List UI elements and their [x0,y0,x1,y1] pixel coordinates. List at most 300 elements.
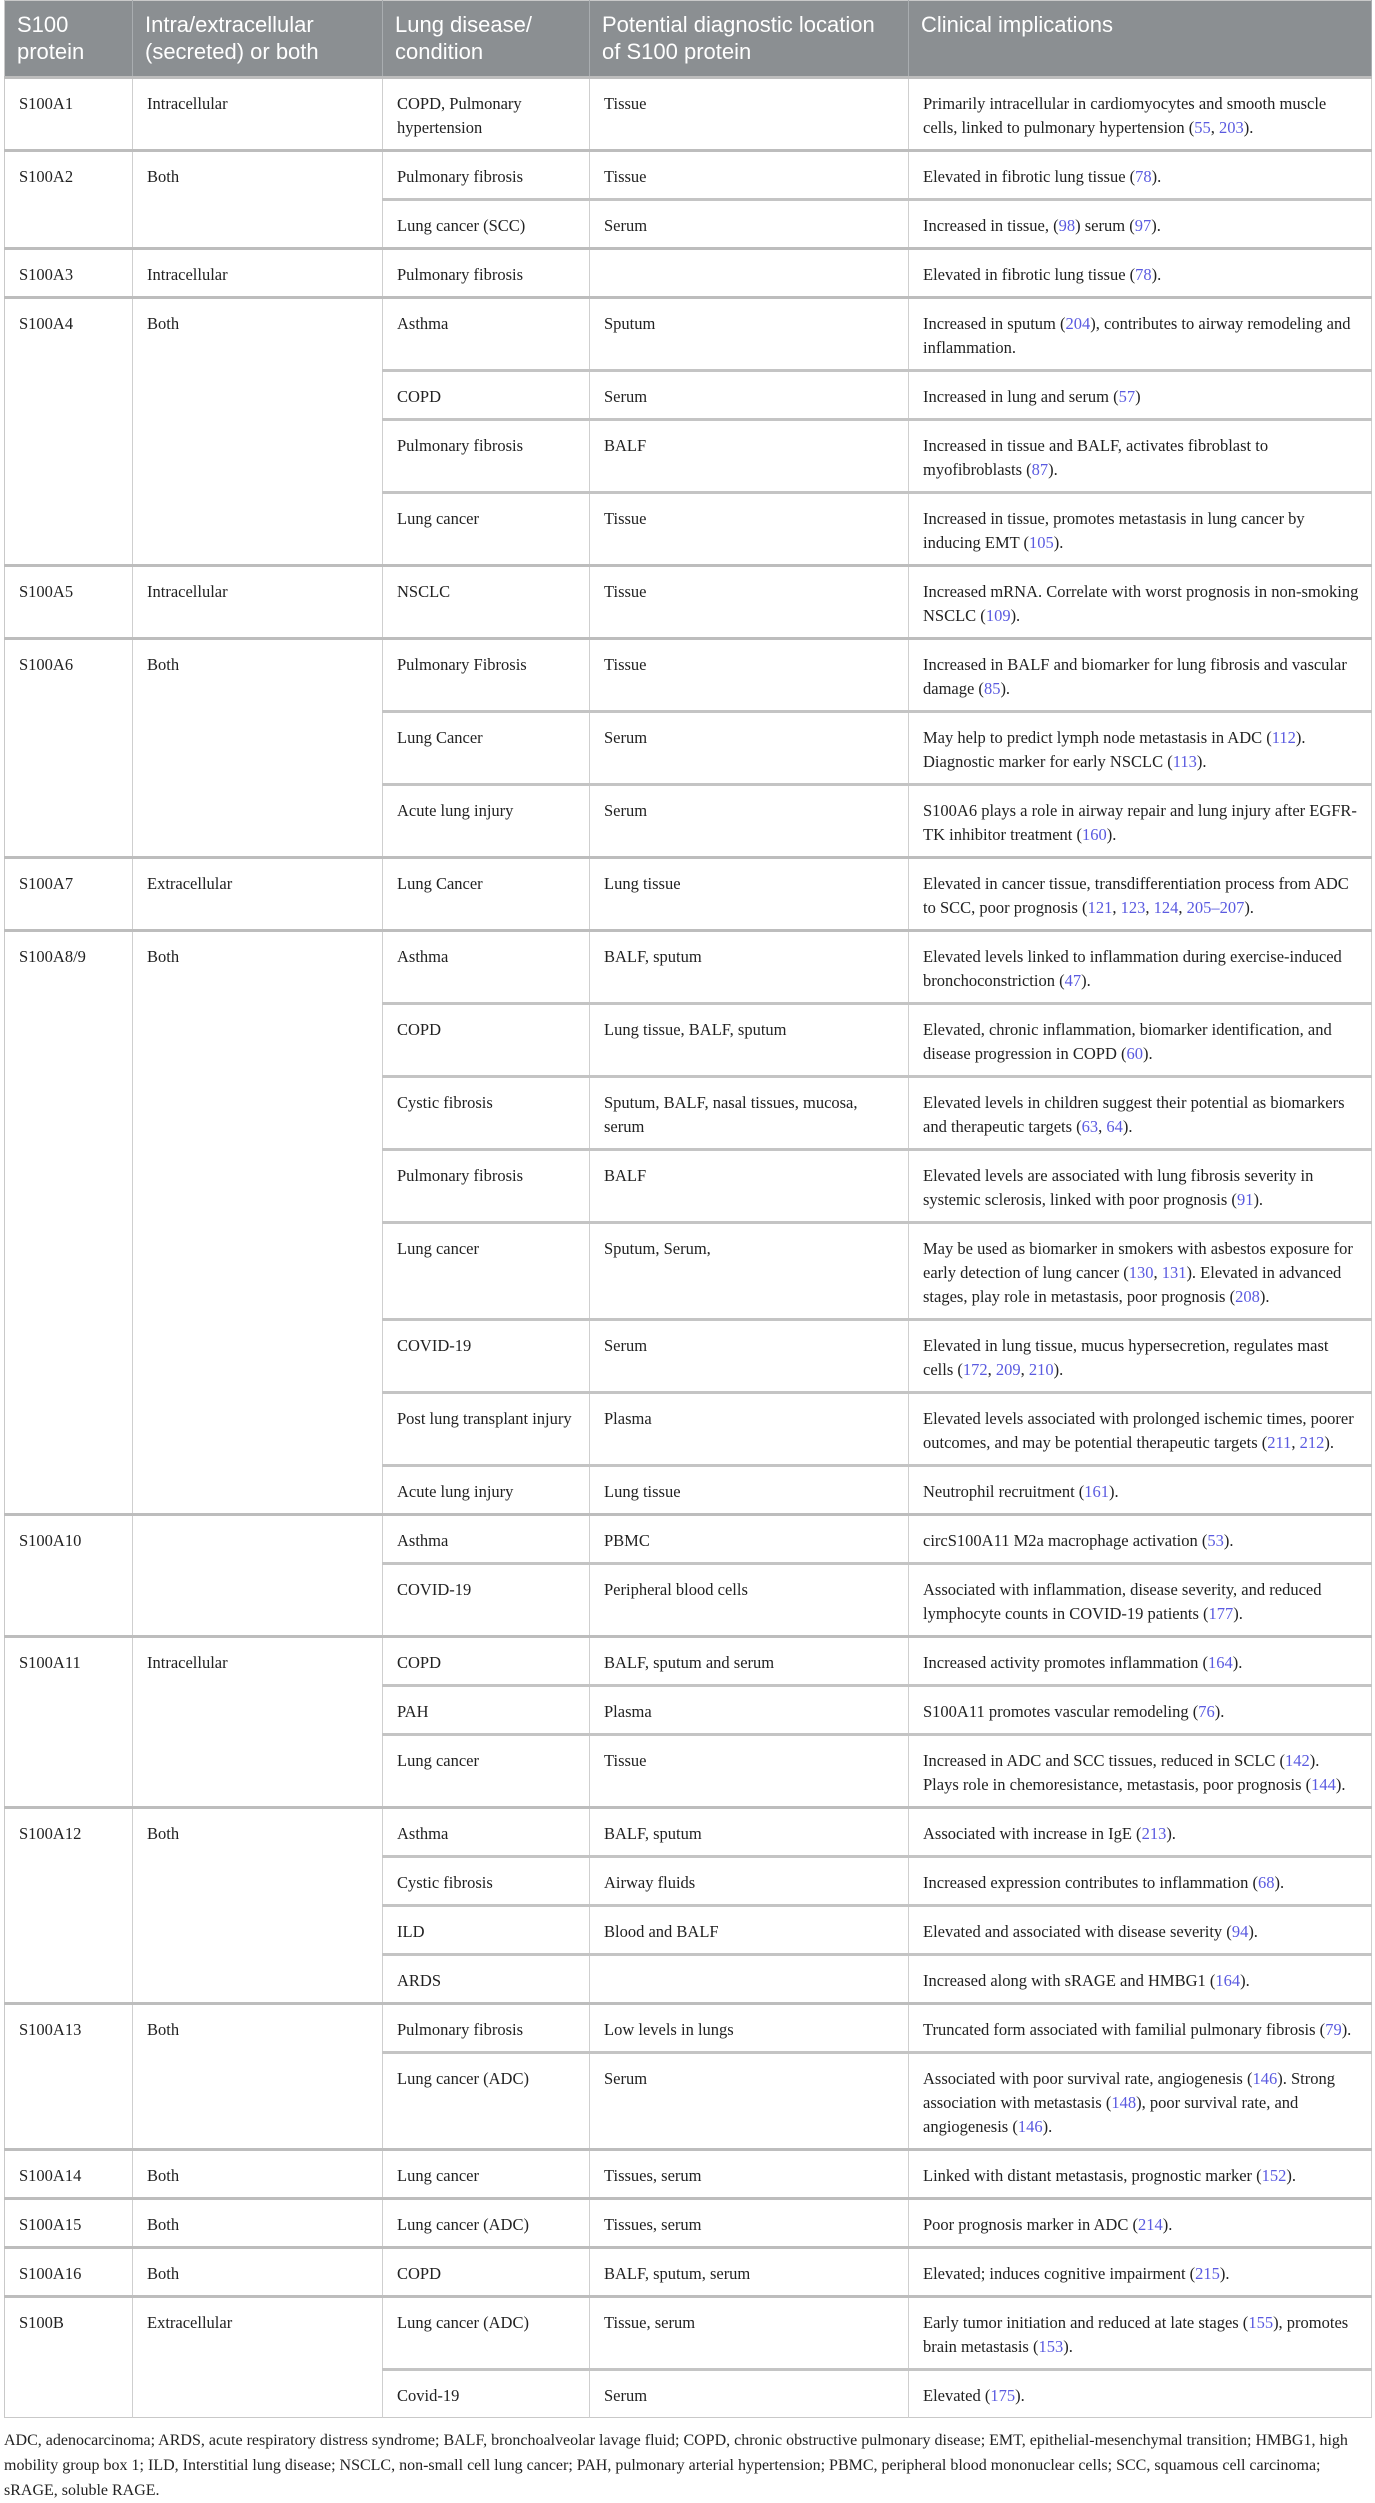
table-row [5,2004,1372,2053]
implication-text: ). [1248,1922,1258,1941]
diagnostic-site-cell: Serum [590,371,909,420]
location-cell: Extracellular [133,2297,383,2418]
clinical-implication-cell [909,639,1372,712]
reference-link[interactable]: 152 [1261,2166,1287,2185]
disease-cell: Lung cancer (ADC) [383,2053,590,2150]
implication-text: ). [1335,1775,1346,1794]
reference-link[interactable]: 64 [1106,1117,1123,1136]
reference-link[interactable]: 146 [1252,2069,1278,2088]
diagnostic-site-cell: Tissue [590,639,909,712]
disease-cell: ARDS [383,1955,590,2004]
clinical-implication-cell [909,200,1372,249]
protein-cell: S100A8/9 [5,931,133,1515]
disease-cell: Cystic fibrosis [383,1857,590,1906]
reference-link[interactable]: 209 [995,1360,1021,1379]
location-cell: Both [133,298,383,566]
implication-text: ) serum ( [1075,216,1135,235]
protein-cell: S100B [5,2297,133,2418]
clinical-implication-cell [909,2297,1372,2370]
implication-text: , [987,1360,996,1379]
clinical-implication-cell [909,1637,1372,1686]
table-row [5,1637,1372,1686]
implication-text: Early tumor initiation and reduced at late stages ( [923,2313,1249,2332]
diagnostic-site-cell: Peripheral blood cells [590,1564,909,1637]
disease-cell: COVID-19 [383,1320,590,1393]
disease-cell: Lung Cancer [383,712,590,785]
implication-text: Primarily intracellular in cardiomyocytes and smooth muscle cells, linked to pulmonary hypertension ( [923,94,1327,137]
reference-link[interactable]: 155 [1248,2313,1274,2332]
header-diagnostic-site: Potential diagnostic location of S100 protein [590,1,909,78]
implication-text: ). Elevated in advanced stages, play role in metastasis, poor prognosis ( [923,1263,1342,1306]
implication-text: ). [1000,679,1011,698]
implication-text: Poor prognosis marker in ADC ( [923,2215,1138,2234]
clinical-implication-cell [909,249,1372,298]
implication-text: Linked with distant metastasis, prognostic marker ( [923,2166,1262,2185]
implication-text: ). [1151,265,1162,284]
clinical-implication-cell [909,78,1372,151]
implication-text: Increased in lung and serum ( [923,387,1119,406]
implication-text: ). [1341,2020,1352,2039]
implication-text: ). [1053,533,1064,552]
reference-link[interactable]: 112 [1271,728,1296,747]
table-row [5,151,1372,200]
reference-link[interactable]: 215 [1195,2264,1220,2283]
implication-text: Elevated levels linked to inflammation during exercise-induced bronchoconstriction ( [923,947,1342,990]
implication-text: ), promotes brain metastasis ( [923,2313,1349,2356]
implication-text: ). [1109,1482,1119,1501]
diagnostic-site-cell: Low levels in lungs [590,2004,909,2053]
implication-text: ). [1196,752,1207,771]
reference-link[interactable]: 160 [1082,825,1107,844]
implication-text: Truncated form associated with familial pulmonary fibrosis ( [923,2020,1326,2039]
implication-text: ). [1253,1190,1264,1209]
implication-text: May be used as biomarker in smokers with asbestos exposure for early detection of lung cancer ( [923,1239,1353,1282]
disease-cell: Lung cancer [383,2150,590,2199]
disease-cell: Pulmonary fibrosis [383,1150,590,1223]
reference-link[interactable]: 211 [1267,1433,1292,1452]
implication-text: ). [1243,118,1254,137]
reference-link[interactable]: 153 [1038,2337,1064,2356]
clinical-implication-cell [909,1223,1372,1320]
diagnostic-site-cell: Blood and BALF [590,1906,909,1955]
location-cell: Extracellular [133,858,383,931]
implication-text: Increased mRNA. Correlate with worst prognosis in non-smoking NSCLC ( [923,582,1359,625]
diagnostic-site-cell: Tissues, serum [590,2199,909,2248]
diagnostic-site-cell: BALF, sputum [590,931,909,1004]
reference-link[interactable]: 177 [1208,1604,1234,1623]
reference-link[interactable]: 109 [985,606,1011,625]
reference-link[interactable]: 57 [1118,387,1136,406]
clinical-implication-cell [909,420,1372,493]
implication-text: Increased activity promotes inflammation ( [923,1653,1208,1672]
location-cell: Both [133,151,383,249]
clinical-implication-cell [909,2248,1372,2297]
implication-text: Elevated and associated with disease severity ( [923,1922,1232,1941]
location-cell [133,1515,383,1637]
header-location: Intra/extracellular (secreted) or both [133,1,383,78]
implication-text: ). [1223,1531,1234,1550]
reference-link[interactable]: 60 [1126,1044,1143,1063]
disease-cell: Lung cancer [383,493,590,566]
implication-text: ). [1240,1971,1250,1990]
diagnostic-site-cell: Sputum [590,298,909,371]
implication-text: ). [1162,2215,1173,2234]
diagnostic-site-cell [590,1955,909,2004]
diagnostic-site-cell: BALF, sputum [590,1808,909,1857]
reference-link[interactable]: 164 [1208,1653,1233,1672]
implication-text: Increased in BALF and biomarker for lung fibrosis and vascular damage ( [923,655,1347,698]
header-clinical-implications: Clinical implications [909,1,1372,78]
reference-link[interactable]: 68 [1257,1873,1275,1892]
clinical-implication-cell [909,2370,1372,2418]
reference-link[interactable]: 123 [1120,898,1146,917]
implication-text: , [1020,1360,1029,1379]
implication-text: Increased expression contributes to inflammation ( [923,1873,1258,1892]
implication-text: Elevated levels are associated with lung fibrosis severity in systemic sclerosis, linked with poor prognosis ( [923,1166,1314,1209]
implication-text: ). [1048,460,1058,479]
implication-text: Associated with inflammation, disease severity, and reduced lymphocyte counts in COVID-19 patients ( [923,1580,1322,1623]
implication-text: ). [1286,2166,1297,2185]
reference-link[interactable]: 94 [1231,1922,1249,1941]
implication-text: , [1291,1433,1300,1452]
clinical-implication-cell [909,2004,1372,2053]
implication-text: ). [1081,971,1091,990]
reference-link[interactable]: 131 [1161,1263,1187,1282]
implication-text: ). [1259,1287,1270,1306]
implication-text: Elevated, chronic inflammation, biomarker identification, and disease progression in COPD ( [923,1020,1332,1063]
diagnostic-site-cell: Lung tissue [590,858,909,931]
clinical-implication-cell [909,1564,1372,1637]
clinical-implication-cell [909,1857,1372,1906]
diagnostic-site-cell: Tissues, serum [590,2150,909,2199]
clinical-implication-cell [909,1393,1372,1466]
disease-cell: Asthma [383,298,590,371]
implication-text: ). [1151,216,1161,235]
clinical-implication-cell [909,151,1372,200]
diagnostic-site-cell: Tissue [590,493,909,566]
implication-text: ). [1274,1873,1285,1892]
protein-cell: S100A15 [5,2199,133,2248]
disease-cell: Acute lung injury [383,785,590,858]
reference-link[interactable]: 124 [1153,898,1179,917]
clinical-implication-cell [909,1906,1372,1955]
disease-cell: NSCLC [383,566,590,639]
implication-text: ). [1063,2337,1073,2356]
protein-cell: S100A5 [5,566,133,639]
disease-cell: Lung cancer [383,1223,590,1320]
implication-text: ). [1324,1433,1335,1452]
diagnostic-site-cell: Tissue [590,151,909,200]
implication-text: May help to predict lymph node metastasis in ADC ( [923,728,1272,747]
reference-link[interactable]: 113 [1172,752,1197,771]
implication-text: Increased in tissue, ( [923,216,1059,235]
disease-cell: COPD [383,2248,590,2297]
table-row [5,2297,1372,2370]
clinical-implication-cell [909,858,1372,931]
implication-text: Elevated levels associated with prolonged ischemic times, poorer outcomes, and may be potential therapeutic targets ( [923,1409,1354,1452]
reference-link[interactable]: 204 [1065,314,1091,333]
implication-text: ). [1244,898,1254,917]
protein-cell: S100A4 [5,298,133,566]
disease-cell: Lung cancer (ADC) [383,2199,590,2248]
location-cell: Intracellular [133,1637,383,1808]
implication-text: ). [1015,2386,1025,2405]
protein-cell: S100A16 [5,2248,133,2297]
implication-text: Increased in ADC and SCC tissues, reduced in SCLC ( [923,1751,1286,1770]
reference-link[interactable]: 164 [1215,1971,1241,1990]
reference-link[interactable]: 142 [1285,1751,1310,1770]
implication-text: ). [1122,1117,1133,1136]
disease-cell: COPD [383,371,590,420]
reference-link[interactable]: 130 [1128,1263,1154,1282]
s100-lung-disease-table [4,0,1372,2418]
diagnostic-site-cell: Serum [590,2370,909,2418]
implication-text: circS100A11 M2a macrophage activation ( [923,1531,1208,1550]
implication-text: ). Plays role in chemoresistance, metastasis, poor prognosis ( [923,1751,1320,1794]
reference-link[interactable]: 146 [1017,2117,1043,2136]
protein-cell: S100A12 [5,1808,133,2004]
table-row [5,2150,1372,2199]
reference-link[interactable]: 79 [1325,2020,1342,2039]
implication-text: ). [1142,1044,1153,1063]
implication-text: Associated with increase in IgE ( [923,1824,1142,1843]
reference-link[interactable]: 91 [1236,1190,1254,1209]
disease-cell: COPD [383,1004,590,1077]
disease-cell: COVID-19 [383,1564,590,1637]
implication-text: , [1145,898,1154,917]
clinical-implication-cell [909,371,1372,420]
diagnostic-site-cell: BALF [590,420,909,493]
diagnostic-site-cell: Tissue, serum [590,2297,909,2370]
header-disease: Lung disease/ condition [383,1,590,78]
clinical-implication-cell [909,1735,1372,1808]
implication-text: ). [1214,1702,1225,1721]
location-cell: Both [133,2004,383,2150]
implication-text: Increased in tissue, promotes metastasis in lung cancer by inducing EMT ( [923,509,1305,552]
table-row [5,2199,1372,2248]
implication-text: Elevated levels in children suggest their potential as biomarkers and therapeutic targets ( [923,1093,1345,1136]
diagnostic-site-cell: Tissue [590,1735,909,1808]
reference-link[interactable]: 87 [1031,460,1049,479]
implication-text: Associated with poor survival rate, angiogenesis ( [923,2069,1253,2088]
table-row [5,639,1372,712]
implication-text: , [1112,898,1121,917]
reference-link[interactable]: 78 [1135,167,1152,186]
header-protein: S100 protein [5,1,133,78]
clinical-implication-cell [909,931,1372,1004]
location-cell: Both [133,639,383,858]
disease-cell: ILD [383,1906,590,1955]
implication-text: ). [1219,2264,1230,2283]
diagnostic-site-cell: Serum [590,1320,909,1393]
location-cell: Both [133,2248,383,2297]
reference-link[interactable]: 76 [1198,1702,1215,1721]
implication-text: ). Strong association with metastasis ( [923,2069,1335,2112]
disease-cell: COPD [383,1637,590,1686]
diagnostic-site-cell: Airway fluids [590,1857,909,1906]
diagnostic-site-cell: BALF [590,1150,909,1223]
diagnostic-site-cell: Lung tissue [590,1466,909,1515]
implication-text: , [1178,898,1187,917]
diagnostic-site-cell: Sputum, Serum, [590,1223,909,1320]
disease-cell: Cystic fibrosis [383,1077,590,1150]
table-row [5,1515,1372,1564]
reference-link[interactable]: 105 [1029,533,1054,552]
disease-cell: Lung cancer (SCC) [383,200,590,249]
location-cell: Both [133,2150,383,2199]
location-cell: Intracellular [133,566,383,639]
disease-cell: Lung Cancer [383,858,590,931]
reference-link[interactable]: 98 [1058,216,1076,235]
reference-link[interactable]: 55 [1194,118,1211,137]
reference-link[interactable]: 205–207 [1186,898,1245,917]
protein-cell: S100A14 [5,2150,133,2199]
disease-cell: Lung cancer [383,1735,590,1808]
clinical-implication-cell [909,1077,1372,1150]
diagnostic-site-cell: Serum [590,785,909,858]
table-row [5,858,1372,931]
clinical-implication-cell [909,1515,1372,1564]
clinical-implication-cell [909,1808,1372,1857]
reference-link[interactable]: 97 [1134,216,1152,235]
diagnostic-site-cell: BALF, sputum and serum [590,1637,909,1686]
implication-text: ), poor survival rate, and angiogenesis ( [923,2093,1299,2136]
disease-cell: Asthma [383,1808,590,1857]
disease-cell: Pulmonary fibrosis [383,151,590,200]
implication-text: Neutrophil recruitment ( [923,1482,1085,1501]
diagnostic-site-cell: Plasma [590,1393,909,1466]
location-cell: Intracellular [133,249,383,298]
protein-cell: S100A3 [5,249,133,298]
diagnostic-site-cell: Plasma [590,1686,909,1735]
reference-link[interactable]: 47 [1064,971,1082,990]
implication-text: Increased along with sRAGE and HMBG1 ( [923,1971,1216,1990]
implication-text: ). [1232,1653,1243,1672]
implication-text: ). [1053,1360,1064,1379]
implication-text: ). [1106,825,1117,844]
clinical-implication-cell [909,1466,1372,1515]
disease-cell: Pulmonary fibrosis [383,2004,590,2053]
diagnostic-site-cell: Tissue [590,78,909,151]
diagnostic-site-cell: Tissue [590,566,909,639]
reference-link[interactable]: 144 [1311,1775,1336,1794]
reference-link[interactable]: 148 [1111,2093,1137,2112]
diagnostic-site-cell: BALF, sputum, serum [590,2248,909,2297]
disease-cell: Pulmonary fibrosis [383,420,590,493]
protein-cell: S100A13 [5,2004,133,2150]
diagnostic-site-cell: Serum [590,2053,909,2150]
reference-link[interactable]: 214 [1137,2215,1163,2234]
implication-text: Increased in sputum ( [923,314,1066,333]
reference-link[interactable]: 161 [1084,1482,1110,1501]
clinical-implication-cell [909,1686,1372,1735]
table-row [5,249,1372,298]
clinical-implication-cell [909,712,1372,785]
disease-cell: Asthma [383,931,590,1004]
diagnostic-site-cell: Serum [590,712,909,785]
implication-text: Elevated in fibrotic lung tissue ( [923,167,1136,186]
clinical-implication-cell [909,785,1372,858]
protein-cell: S100A2 [5,151,133,249]
implication-text: ), contributes to airway remodeling and inflammation. [923,314,1351,357]
implication-text: , [1153,1263,1162,1282]
reference-link[interactable]: 172 [962,1360,988,1379]
table-footnote: ADC, adenocarcinoma; ARDS, acute respiratory distress syndrome; BALF, bronchoalveolar lavage fluid; COPD, chronic obstructive pulmonary disease; EMT, epithelial-mesenchymal transition; HMBG1, high mobility group box 1; ILD, Interstitial lung disease; NSCLC, non-small cell lung cancer; PAH, pulmonary arterial hypertension; PBMC, peripheral blood mononuclear cells; SCC, squamous cell carcinoma; sRAGE, soluble RAGE. [4,2432,1348,2499]
implication-text: Increased in tissue and BALF, activates fibroblast to myofibroblasts ( [923,436,1269,479]
reference-link[interactable]: 210 [1028,1360,1054,1379]
implication-text: Elevated ( [923,2386,991,2405]
implication-text: ) [1135,387,1141,406]
reference-link[interactable]: 53 [1207,1531,1224,1550]
table-header [5,1,1372,78]
implication-text: Elevated in lung tissue, mucus hypersecretion, regulates mast cells ( [923,1336,1329,1379]
implication-text: Elevated; induces cognitive impairment ( [923,2264,1196,2283]
protein-cell: S100A10 [5,1515,133,1637]
clinical-implication-cell [909,2150,1372,2199]
reference-link[interactable]: 203 [1219,118,1244,137]
reference-link[interactable]: 63 [1081,1117,1099,1136]
clinical-implication-cell [909,2053,1372,2150]
implication-text: S100A11 promotes vascular remodeling ( [923,1702,1199,1721]
reference-link[interactable]: 213 [1141,1824,1167,1843]
protein-cell: S100A7 [5,858,133,931]
implication-text: Elevated in fibrotic lung tissue ( [923,265,1136,284]
disease-cell: Post lung transplant injury [383,1393,590,1466]
implication-text: ). [1166,1824,1176,1843]
protein-cell: S100A6 [5,639,133,858]
location-cell: Both [133,1808,383,2004]
implication-text: ). [1233,1604,1243,1623]
disease-cell: Asthma [383,1515,590,1564]
reference-link[interactable]: 212 [1299,1433,1325,1452]
table-row [5,298,1372,371]
disease-cell: Covid-19 [383,2370,590,2418]
reference-link[interactable]: 121 [1087,898,1113,917]
reference-link[interactable]: 208 [1235,1287,1260,1306]
disease-cell: Pulmonary Fibrosis [383,639,590,712]
implication-text: ). [1042,2117,1053,2136]
clinical-implication-cell [909,2199,1372,2248]
clinical-implication-cell [909,298,1372,371]
table-row [5,78,1372,151]
reference-link[interactable]: 175 [990,2386,1016,2405]
disease-cell: Acute lung injury [383,1466,590,1515]
table-row [5,2248,1372,2297]
table-row [5,931,1372,1004]
clinical-implication-cell [909,1004,1372,1077]
disease-cell: Lung cancer (ADC) [383,2297,590,2370]
clinical-implication-cell [909,566,1372,639]
reference-link[interactable]: 85 [983,679,1001,698]
reference-link[interactable]: 78 [1135,265,1152,284]
diagnostic-site-cell [590,249,909,298]
clinical-implication-cell [909,1150,1372,1223]
implication-text: ). Diagnostic marker for early NSCLC ( [923,728,1306,771]
disease-cell: PAH [383,1686,590,1735]
clinical-implication-cell [909,1955,1372,2004]
location-cell: Both [133,2199,383,2248]
diagnostic-site-cell: Sputum, BALF, nasal tissues, mucosa, serum [590,1077,909,1150]
implication-text: S100A6 plays a role in airway repair and lung injury after EGFR-TK inhibitor treatment ( [923,801,1357,844]
implication-text: ). [1151,167,1162,186]
diagnostic-site-cell: Serum [590,200,909,249]
clinical-implication-cell [909,493,1372,566]
implication-text: ). [1010,606,1021,625]
diagnostic-site-cell: Lung tissue, BALF, sputum [590,1004,909,1077]
clinical-implication-cell [909,1320,1372,1393]
location-cell: Intracellular [133,78,383,151]
implication-text: , [1210,118,1220,137]
